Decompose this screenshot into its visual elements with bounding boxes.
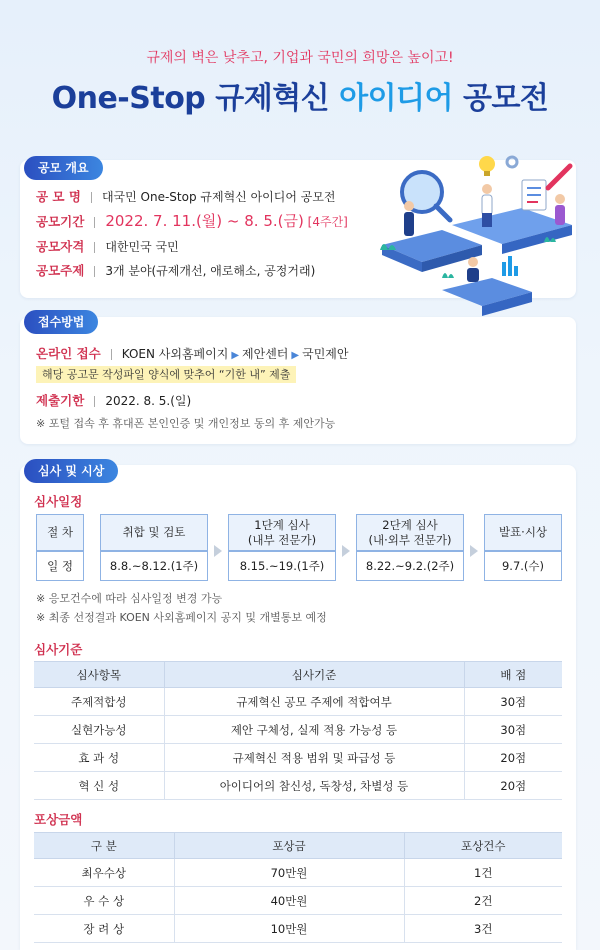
prize-title: 포상금액: [34, 812, 83, 827]
schedule-step: 취합 및 검토: [100, 514, 208, 551]
schedule-date: 9.7.(수): [484, 551, 562, 581]
table-row: [34, 688, 562, 716]
table-cell: 효 과 성: [34, 744, 164, 772]
table-row: [34, 744, 562, 772]
overview-row-name: [36, 187, 336, 205]
person-magnifier-illustration: [372, 150, 592, 330]
schedule-row-head-step: 절 차: [36, 514, 84, 551]
table-cell: 장 려 상: [34, 915, 174, 943]
prize-table: [34, 832, 562, 943]
submission-note: ※ 포털 접속 후 휴대폰 본인인증 및 개인정보 동의 후 제안가능: [36, 417, 336, 430]
table-row: [34, 887, 562, 915]
submission-card: [20, 317, 576, 444]
overview-label: 공 모 명: [36, 189, 81, 204]
schedule-date: 8.8.~8.12.(1주): [100, 551, 208, 581]
table-cell: 10만원: [174, 915, 404, 943]
table-cell: 20점: [464, 772, 562, 800]
table-cell: 40만원: [174, 887, 404, 915]
path-step-2: 제안센터: [242, 347, 289, 361]
schedule-date: 8.15.~19.(1주): [228, 551, 336, 581]
online-label: 온라인 접수: [36, 346, 101, 361]
criteria-title: 심사기준: [34, 642, 83, 657]
overview-label: 공모기간: [36, 214, 85, 229]
table-row: [34, 716, 562, 744]
arrow-right-icon: ▶: [291, 350, 300, 361]
overview-label: 공모자격: [36, 239, 85, 254]
deadline-label: 제출기한: [36, 393, 85, 408]
chart-icon: [502, 256, 518, 276]
table-cell: 혁 신 성: [34, 772, 164, 800]
chevron-right-icon: [470, 545, 478, 557]
overview-row-eligibility: [36, 237, 179, 255]
schedule-note-1: ※ 응모건수에 따라 심사일정 변경 가능: [36, 592, 223, 605]
deadline-value: 2022. 8. 5.(일): [105, 394, 192, 408]
table-cell: 제안 구체성, 실제 적용 가능성 등: [164, 716, 464, 744]
table-cell: 1건: [404, 859, 562, 887]
table-cell: 2건: [404, 887, 562, 915]
table-cell: 규제혁신 적용 범위 및 파급성 등: [164, 744, 464, 772]
arrow-right-icon: ▶: [231, 350, 240, 361]
title-part-1: One-Stop 규제혁신: [51, 81, 340, 116]
overview-row-topic: [36, 261, 315, 279]
hero-subtitle: 규제의 벽은 낮추고, 기업과 국민의 희망은 높이고!: [146, 50, 454, 66]
title-part-3: 공모전: [453, 81, 549, 116]
table-header-row: [34, 662, 562, 688]
submission-highlight: 해당 공고문 작성파일 양식에 맞추어 “기한 내” 제출: [36, 366, 296, 383]
table-header: 포상건수: [404, 833, 562, 859]
schedule-title: 심사일정: [34, 494, 83, 509]
table-cell: 실현가능성: [34, 716, 164, 744]
submission-online-row: [36, 344, 348, 362]
review-pill: 심사 및 시상: [24, 459, 118, 483]
overview-period-value: 2022. 7. 11.(월) ~ 8. 5.(금): [105, 212, 304, 230]
table-cell: 30점: [464, 688, 562, 716]
table-cell: 아이디어의 참신성, 독창성, 차별성 등: [164, 772, 464, 800]
table-cell: 주제적합성: [34, 688, 164, 716]
table-header: 배 점: [464, 662, 562, 688]
table-row: [34, 915, 562, 943]
lightbulb-icon: [479, 156, 495, 176]
criteria-table: [34, 661, 562, 800]
table-cell: 70만원: [174, 859, 404, 887]
table-cell: 최우수상: [34, 859, 174, 887]
chevron-right-icon: [342, 545, 350, 557]
schedule-date: 8.22.~9.2.(2주): [356, 551, 464, 581]
title-highlight: 아이디어: [339, 81, 454, 116]
overview-period-extra: [4주간]: [307, 215, 348, 229]
path-step-1: KOEN 사외홈페이지: [121, 347, 229, 361]
review-card: [20, 465, 576, 950]
overview-value: 대국민 One-Stop 규제혁신 아이디어 공모전: [101, 190, 336, 204]
schedule-step: 발표·시상: [484, 514, 562, 551]
table-header: 심사기준: [164, 662, 464, 688]
overview-pill: 공모 개요: [24, 156, 103, 180]
submission-deadline-row: [36, 391, 191, 409]
schedule-note-2: ※ 최종 선정결과 KOEN 사외홈페이지 공지 및 개별통보 예정: [36, 611, 327, 624]
table-cell: 규제혁신 공모 주제에 적합여부: [164, 688, 464, 716]
table-cell: 30점: [464, 716, 562, 744]
overview-value: 3개 분야(규제개선, 애로해소, 공정거래): [105, 264, 316, 278]
table-header: 심사항목: [34, 662, 164, 688]
overview-label: 공모주제: [36, 263, 85, 278]
table-header: 구 분: [34, 833, 174, 859]
table-cell: 20점: [464, 744, 562, 772]
table-cell: 3건: [404, 915, 562, 943]
schedule-step: 1단계 심사 (내부 전문가): [228, 514, 336, 551]
table-header-row: [34, 833, 562, 859]
overview-value: 대한민국 국민: [105, 240, 179, 254]
hero-banner: [0, 0, 600, 150]
page-title: [0, 73, 600, 117]
gear-icon: [507, 157, 517, 167]
table-cell: 우 수 상: [34, 887, 174, 915]
submission-highlight-row: [36, 366, 296, 382]
table-header: 포상금: [174, 833, 404, 859]
submission-pill: 접수방법: [24, 310, 98, 334]
overview-row-period: [36, 210, 348, 231]
table-row: [34, 772, 562, 800]
schedule-step: 2단계 심사 (내·외부 전문가): [356, 514, 464, 551]
schedule-row-head-date: 일 정: [36, 551, 84, 581]
pencil-icon: [548, 166, 570, 188]
chevron-right-icon: [214, 545, 222, 557]
path-step-3: 국민제안: [302, 347, 349, 361]
table-row: [34, 859, 562, 887]
